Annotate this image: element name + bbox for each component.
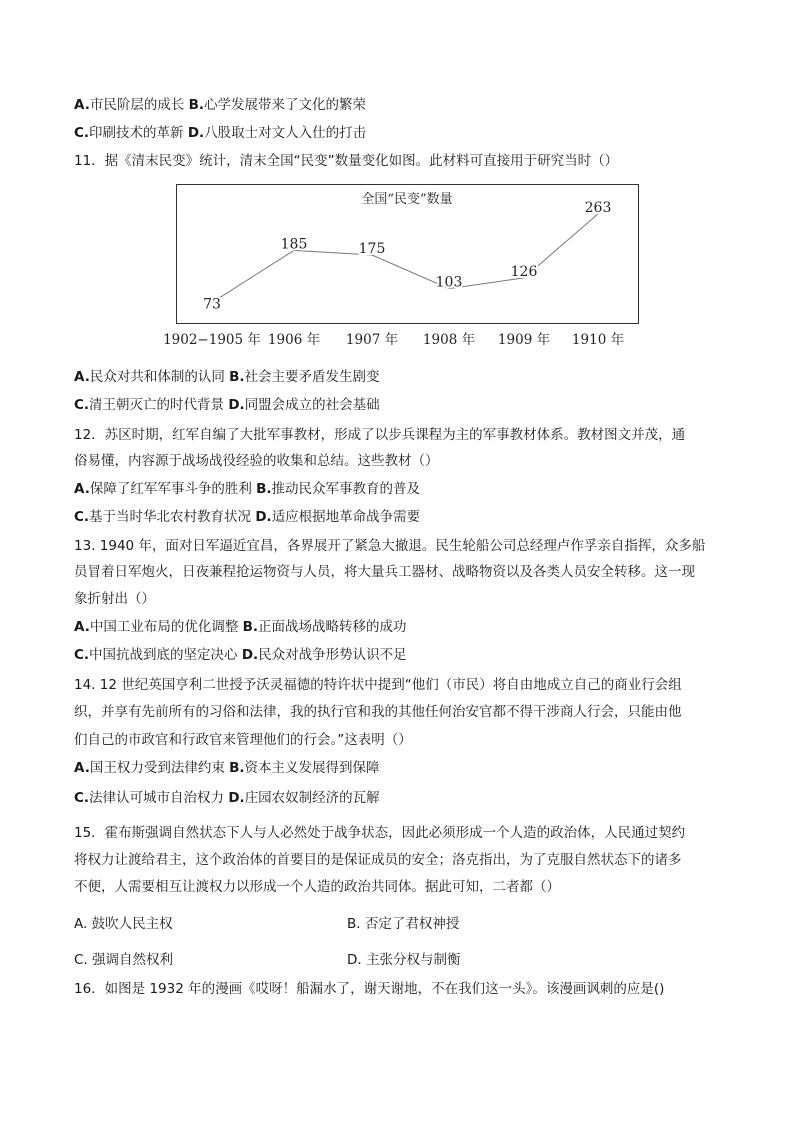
q11-option-d: 同盟会成立的社会基础: [244, 397, 380, 413]
q14-option-c: 法律认可城市自治权力: [89, 790, 225, 806]
q14-option-a-letter: A.: [74, 760, 90, 776]
q11-option-d-letter: D.: [228, 397, 245, 413]
q11-option-a-letter: A.: [74, 369, 90, 385]
q14-option-c-letter: C.: [74, 790, 90, 806]
data-label: 103: [435, 274, 463, 291]
line-chart: [0, 0, 793, 360]
q10-option-c: 印刷技术的革新: [89, 125, 184, 141]
q13-option-a-letter: A.: [74, 619, 90, 635]
q14-stem-line1: 14. 12 世纪英国亨利二世授予沃灵福德的特许状中提到“他们（市民）将自由地成立自己的商业行会组: [74, 677, 682, 693]
x-tick-label: 1910 年: [571, 332, 625, 348]
q11-option-a: 民众对共和体制的认同: [89, 369, 225, 385]
q14-option-a: 国王权力受到法律约束: [89, 760, 225, 776]
q14-options-ab: [74, 759, 380, 777]
q12-option-b-letter: B.: [256, 481, 272, 497]
q11-option-c-letter: C.: [74, 397, 90, 413]
q13-option-d-letter: D.: [241, 647, 259, 663]
q12-option-d: 适应根据地革命战争需要: [271, 509, 421, 525]
x-tick-label: 1909 年: [497, 332, 551, 348]
q13-stem-line1: 13. 1940 年，面对日军逼近宜昌，各界展开了紧急大撤退。民生轮船公司总经理卢作孚亲自指挥，众多船: [74, 538, 706, 554]
q14-option-b-letter: B.: [229, 760, 245, 776]
series-line: [212, 214, 598, 303]
q14-stem-line2: 织，并享有先前所有的习俗和法律，我的执行官和我的其他任何治安官都不得干涉商人行会，只能由他: [74, 704, 682, 720]
data-label: 73: [203, 296, 221, 313]
q10-option-a-letter: A.: [74, 97, 90, 113]
q13-option-a: 中国工业布局的优化调整: [89, 619, 239, 635]
chart-title: 全国“民变”数量: [361, 192, 453, 207]
data-label: 263: [584, 199, 612, 216]
q12-option-d-letter: D.: [255, 509, 272, 525]
q13-option-c: 中国抗战到底的坚定决心: [89, 647, 238, 663]
q15-option-c: C. 强调自然权利: [74, 952, 174, 968]
q12-option-a: 保障了红军军事斗争的胜利: [89, 481, 252, 497]
q15-option-b: B. 否定了君权神授: [347, 916, 460, 932]
q11-options-cd: [74, 396, 380, 414]
q12-stem-line1: 12．苏区时期，红军自编了大批军事教材，形成了以步兵课程为主的军事教材体系。教材图文并茂，通: [74, 427, 686, 443]
q14-option-b: 资本主义发展得到保障: [244, 760, 380, 776]
x-tick-label: 1908 年: [422, 332, 476, 348]
q13-option-b: 正面战场战略转移的成功: [258, 619, 407, 635]
q13-options-cd: [74, 646, 407, 664]
q12-options-ab: [74, 480, 420, 498]
q14-option-d: 庄园农奴制经济的瓦解: [244, 790, 380, 806]
q10-option-d: 八股取士对文人入仕的打击: [204, 125, 367, 141]
q10-option-d-letter: D.: [187, 125, 205, 141]
q15-stem-line3: 不便，人需要相互让渡权力以形成一个人造的政治共同体。据此可知，二者都（）: [74, 879, 560, 895]
x-tick-label: 1902−1905 年: [163, 332, 261, 348]
q15-option-a: A. 鼓吹人民主权: [74, 916, 173, 932]
q16-stem: 16．如图是 1932 年的漫画《哎呀！船漏水了，谢天谢地，不在我们这一头》。该漫画讽刺的应是(): [74, 981, 665, 997]
q15-option-d: D. 主张分权与制衡: [347, 952, 461, 968]
q12-stem-line2: 俗易懂，内容源于战场战役经验的收集和总结。这些教材（）: [74, 453, 439, 469]
q10-option-a: 市民阶层的成长: [89, 97, 185, 113]
q14-option-d-letter: D.: [228, 790, 245, 806]
q11-option-b-letter: B.: [229, 369, 245, 385]
q12-option-b: 推动民众军事教育的普及: [271, 481, 421, 497]
q10-option-b: 心学发展带来了文化的繁荣: [204, 97, 367, 113]
q12-option-c-letter: C.: [74, 509, 90, 525]
q11-options-ab: [74, 368, 380, 386]
q11-option-c: 清王朝灭亡的时代背景: [89, 397, 225, 413]
data-label: 175: [358, 241, 386, 257]
q15-stem-line2: 将权力让渡给君主，这个政治体的首要目的是保证成员的安全；洛克指出，为了克服自然状态下的诸多: [74, 852, 682, 868]
q13-options-ab: [74, 618, 407, 636]
q12-option-c: 基于当时华北农村教育状况: [89, 509, 252, 525]
q11-option-b: 社会主要矛盾发生剧变: [244, 369, 380, 385]
q12-option-a-letter: A.: [74, 481, 90, 497]
q10-option-b-letter: B.: [188, 97, 205, 113]
q14-stem-line3: 们自己的市政官和行政官来管理他们的行会。”这表明（）: [74, 732, 412, 748]
q10-option-c-letter: C.: [74, 125, 90, 141]
q15-stem-line1: 15．霍布斯强调自然状态下人与人必然处于战争状态，因此必须形成一个人造的政治体，人民通过契约: [74, 825, 686, 841]
q13-option-c-letter: C.: [74, 647, 90, 663]
q12-options-cd: [74, 508, 420, 526]
q13-option-d: 民众对战争形势认识不足: [258, 647, 407, 663]
x-tick-label: 1907 年: [345, 332, 399, 348]
q13-option-b-letter: B.: [242, 619, 259, 635]
q11-stem: 11．据《清末民变》统计，清末全国“民变”数量变化如图。此材料可直接用于研究当时（）: [74, 153, 619, 169]
q13-stem-line3: 象折射出（）: [74, 591, 155, 607]
data-label: 126: [510, 263, 538, 280]
q14-options-cd: [74, 789, 380, 807]
x-tick-label: 1906 年: [267, 332, 321, 348]
q13-stem-line2: 员冒着日军炮火，日夜兼程抢运物资与人员，将大量兵工器材、战略物资以及各类人员安全转移。这一现: [74, 564, 695, 580]
data-label: 185: [280, 236, 308, 253]
